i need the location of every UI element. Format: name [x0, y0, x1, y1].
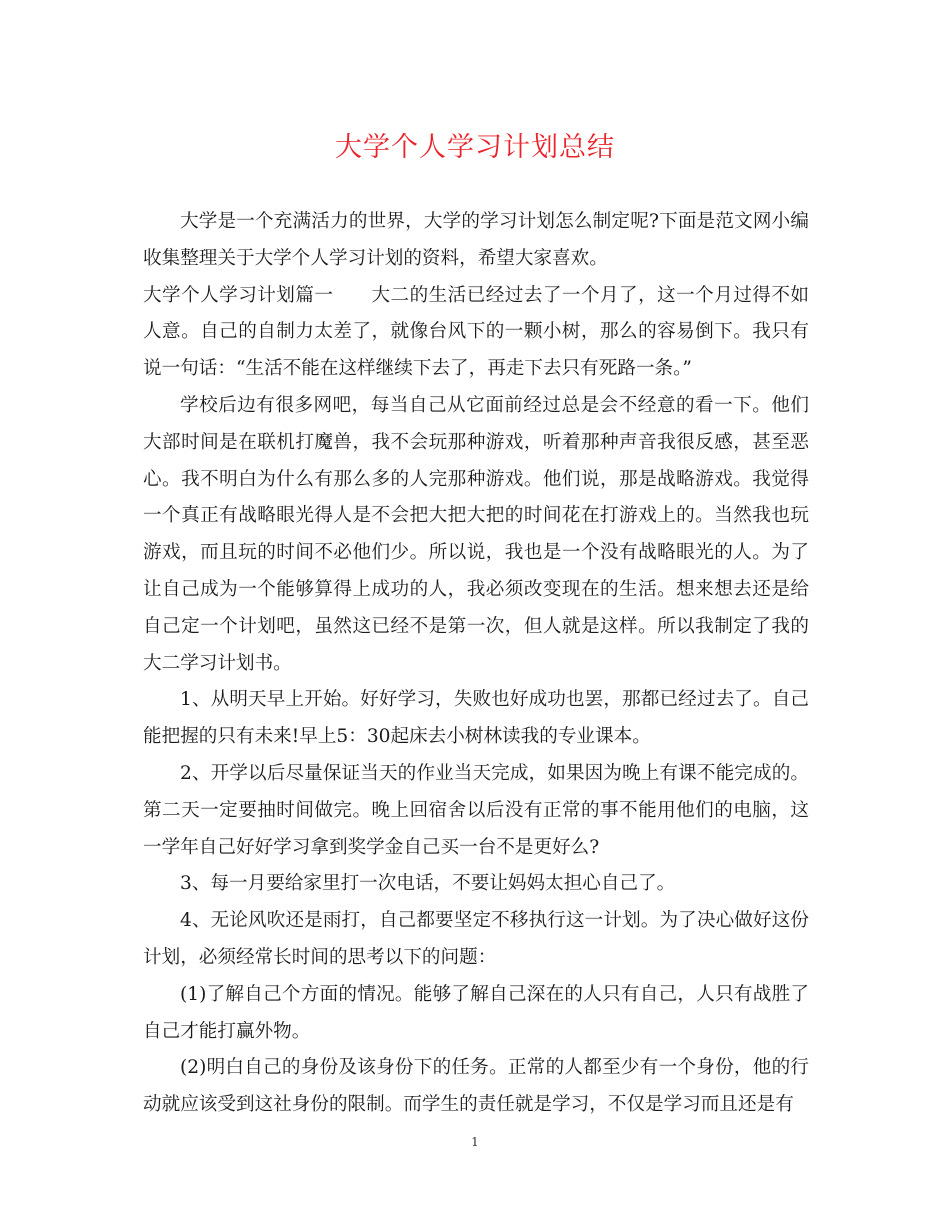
paragraph-internet-cafe: 学校后边有很多网吧，每当自己从它面前经过总是会不经意的看一下。他们大部时间是在联机打魔兽，我不会玩那种游戏，听着那种声音我很反感，甚至恶心。我不明白为什么有那么多的人完那种游戏。他们说，那是战略游戏。我觉得一个真正有战略眼光得人是不会把大把大把的时间花在打游戏上的。当然我也玩游戏，而且玩的时间不必他们少。所以说，我也是一个没有战略眼光的人。为了让自己成为一个能够算得上成功的人，我必须改变现在的生活。想来想去还是给自己定一个计划吧，虽然这已经不是第一次，但人就是这样。所以我制定了我的大二学习计划书。	[143, 394, 809, 674]
paragraph-plan-one: 大学个人学习计划篇一 大二的生活已经过去了一个月了，这一个月过得不如人意。自己的自制力太差了，就像台风下的一颗小树，那么的容易倒下。我只有说一句话：“生活不能在这样继续下去了，再走下去只有死路一条。”	[143, 284, 809, 380]
page-number: 1	[471, 1135, 479, 1149]
document-title: 大学个人学习计划总结	[335, 132, 615, 163]
paragraph-item-4: 4、无论风吹还是雨打，自己都要坚定不移执行这一计划。为了决心做好这份计划，必须经常长时间的思考以下的问题：	[143, 910, 809, 968]
document-body	[143, 204, 809, 1124]
paragraph-intro: 大学是一个充满活力的世界，大学的学习计划怎么制定呢?下面是范文网小编收集整理关于大学个人学习计划的资料，希望大家喜欢。	[143, 211, 809, 269]
paragraph-item-2: 2、开学以后尽量保证当天的作业当天完成，如果因为晚上有课不能完成的。第二天一定要抽时间做完。晚上回宿舍以后没有正常的事不能用他们的电脑，这一学年自己好好学习拿到奖学金自己买一台不是更好么?	[143, 762, 809, 858]
paragraph-subitem-2: (2)明白自己的身份及该身份下的任务。正常的人都至少有一个身份，他的行动就应该受到这社身份的限制。而学生的责任就是学习，不仅是学习而且还是有	[143, 1057, 809, 1116]
paragraph-item-3: 3、每一月要给家里打一次电话，不要让妈妈太担心自己了。	[180, 873, 676, 895]
paragraph-subitem-1: (1)了解自己个方面的情况。能够了解自己深在的人只有自己，人只有战胜了自己才能打赢外物。	[143, 983, 809, 1042]
paragraph-item-1: 1、从明天早上开始。好好学习，失败也好成功也罢，那都已经过去了。自己能把握的只有未来!早上5：30起床去小树林读我的专业课本。	[143, 689, 809, 748]
